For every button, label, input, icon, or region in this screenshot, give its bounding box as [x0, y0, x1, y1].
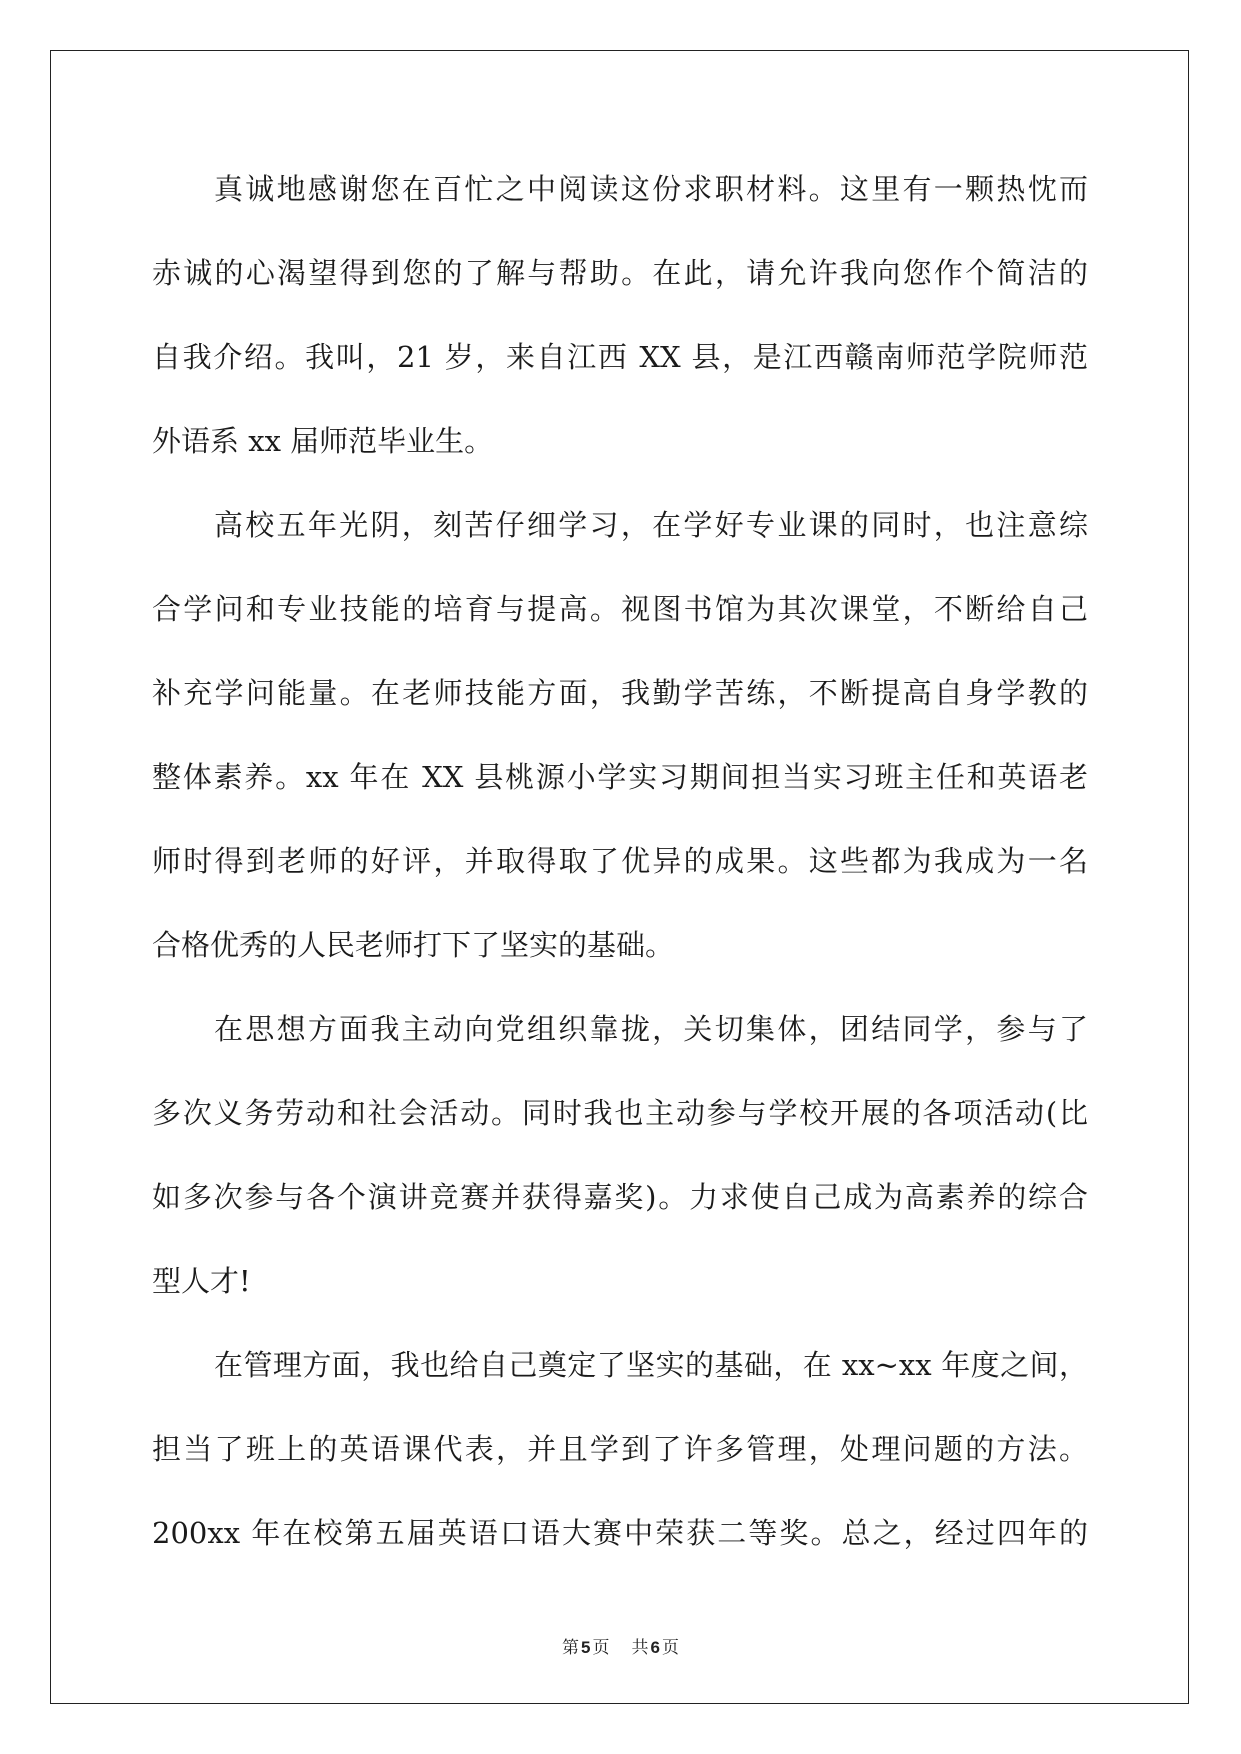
page-number-prefix: 第: [562, 1638, 580, 1658]
paragraph-2-line-1: 高校五年光阴，刻苦仔细学习，在学好专业课的同时，也注意综: [214, 508, 1088, 542]
total-pages-number: 6: [650, 1638, 660, 1657]
document-body: [152, 164, 1088, 1592]
total-pages-suffix: 页: [661, 1638, 679, 1658]
paragraph-3-line-3: 如多次参与各个演讲竞赛并获得嘉奖)。力求使自己成为高素养的综合: [152, 1180, 1088, 1214]
total-pages-prefix: 共: [631, 1638, 649, 1658]
paragraph-4-line-1: 在管理方面，我也给自己奠定了坚实的基础，在 xx~xx 年度之间，: [214, 1348, 1088, 1382]
paragraph-3-line-1: 在思想方面我主动向党组织靠拢，关切集体，团结同学，参与了: [214, 1012, 1088, 1046]
paragraph-3-line-2: 多次义务劳动和社会活动。同时我也主动参与学校开展的各项活动(比: [152, 1096, 1088, 1130]
paragraph-3-line-4: 型人才!: [152, 1264, 251, 1298]
paragraph-1-line-2: 赤诚的心渴望得到您的了解与帮助。在此，请允许我向您作个简洁的: [152, 256, 1088, 290]
paragraph-4-line-2: 担当了班上的英语课代表，并且学到了许多管理，处理问题的方法。: [152, 1432, 1088, 1466]
paragraph-2-line-4: 整体素养。xx 年在 XX 县桃源小学实习期间担当实习班主任和英语老: [152, 760, 1088, 794]
paragraph-2-line-5: 师时得到老师的好评，并取得取了优异的成果。这些都为我成为一名: [152, 844, 1088, 878]
paragraph-4-line-3: 200xx 年在校第五届英语口语大赛中荣获二等奖。总之，经过四年的: [152, 1516, 1088, 1550]
paragraph-2-line-3: 补充学问能量。在老师技能方面，我勤学苦练，不断提高自身学教的: [152, 676, 1088, 710]
page-footer: [0, 1633, 1241, 1658]
paragraph-2-line-2: 合学问和专业技能的培育与提高。视图书馆为其次课堂，不断给自己: [152, 592, 1088, 626]
page-number-suffix: 页: [592, 1638, 610, 1658]
paragraph-2-line-6: 合格优秀的人民老师打下了坚实的基础。: [152, 928, 675, 962]
paragraph-1-line-3: 自我介绍。我叫，21 岁，来自江西 XX 县，是江西赣南师范学院师范: [152, 340, 1088, 374]
paragraph-1-line-4: 外语系 xx 届师范毕业生。: [152, 424, 494, 458]
paragraph-1-line-1: 真诚地感谢您在百忙之中阅读这份求职材料。这里有一颗热忱而: [214, 172, 1088, 206]
current-page-number: 5: [581, 1638, 591, 1657]
